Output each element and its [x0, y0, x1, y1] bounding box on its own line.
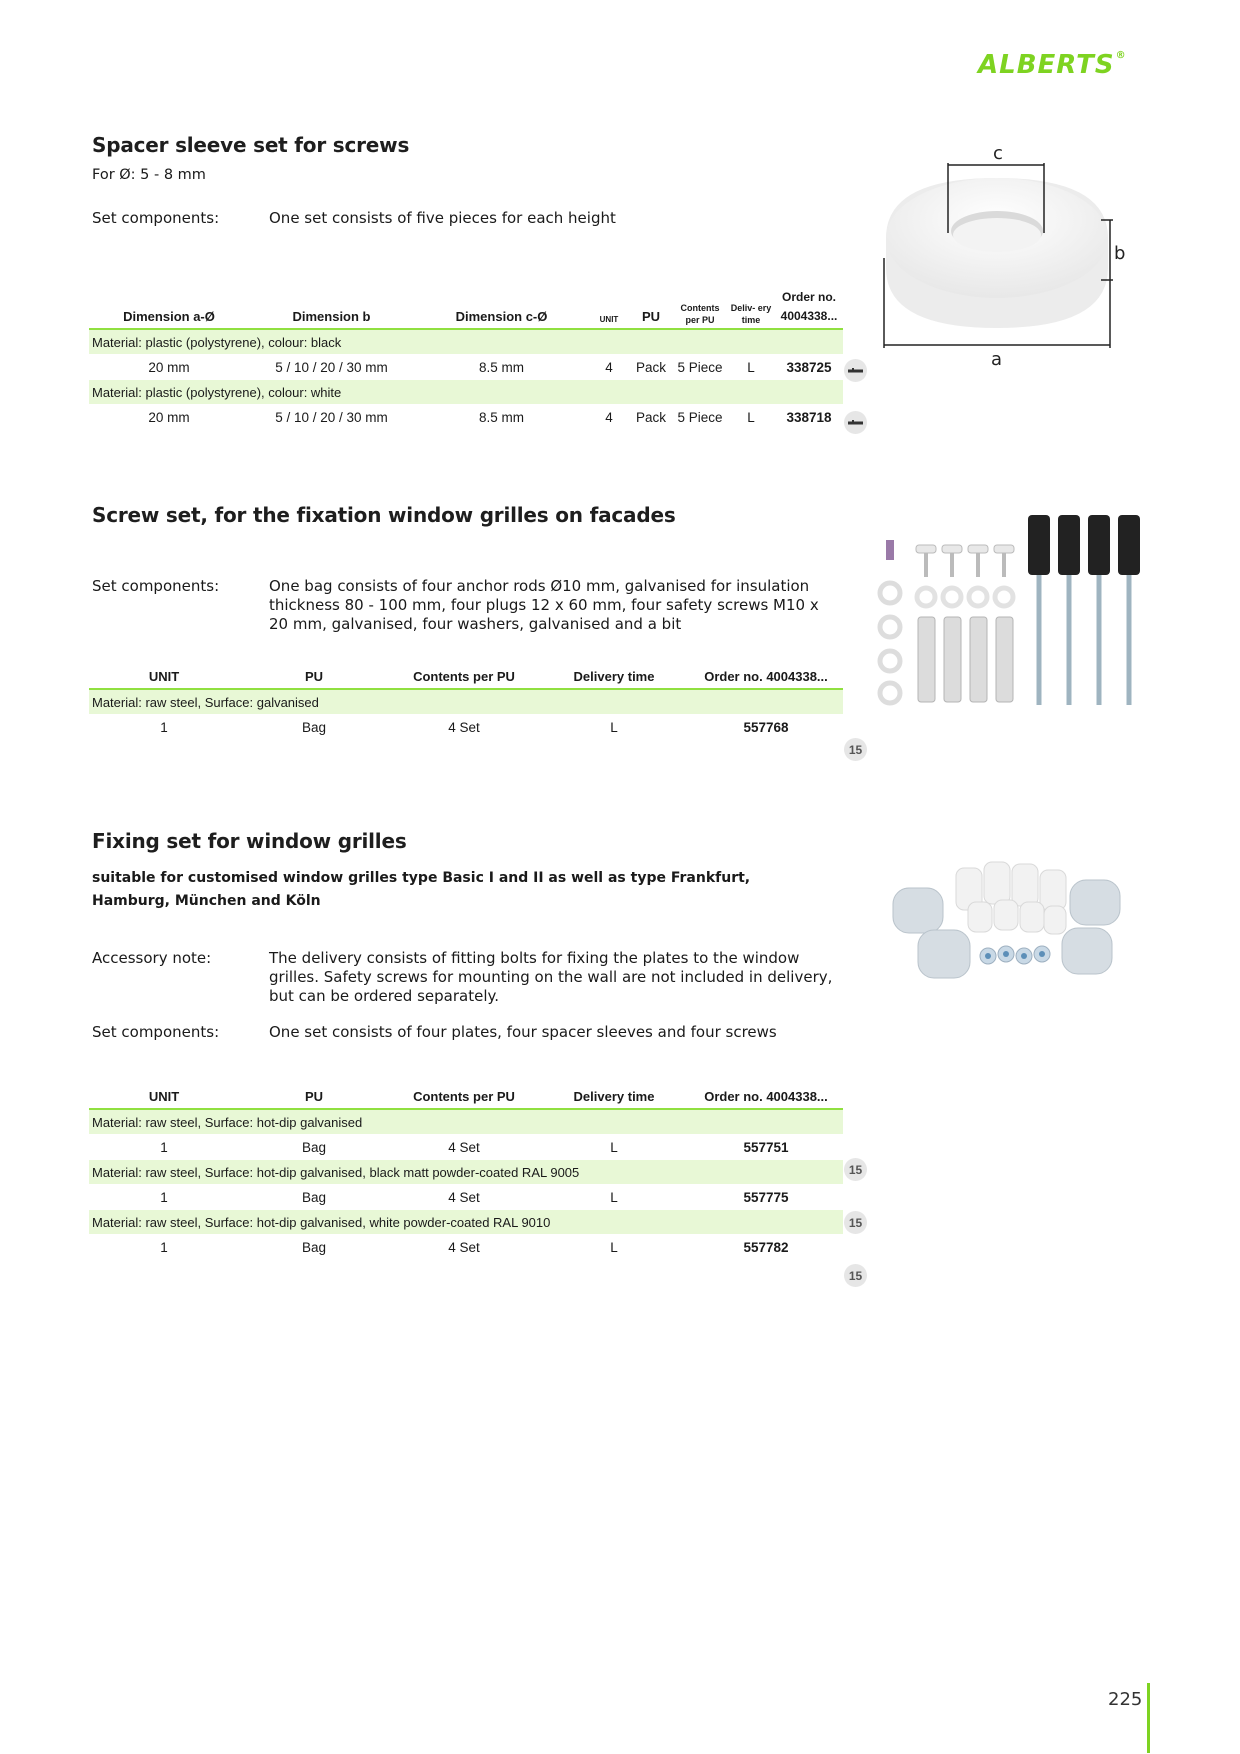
label-a: a [991, 349, 1003, 370]
material-row [89, 1109, 843, 1134]
marker-15: 15 [844, 1158, 867, 1181]
cell-dim-c: 8.5 mm [478, 359, 524, 375]
brand-mark: ® [1115, 50, 1127, 61]
cell-order-no: 557775 [743, 1189, 789, 1205]
cell-unit: 1 [160, 1189, 168, 1205]
material-text: Material: plastic (polystyrene), colour: white [89, 380, 843, 404]
spacer-table [89, 288, 843, 430]
cell-contents: 5 Piece [677, 359, 723, 375]
fixing-set-image [890, 858, 1126, 998]
fixing-set-table [89, 1087, 843, 1260]
cell-dim-a: 20 mm [148, 409, 190, 425]
cell-delivery: L [610, 1189, 618, 1205]
material-text: Material: raw steel, Surface: hot-dip galvanised, black matt powder-coated RAL 9005 [89, 1160, 843, 1184]
brand-logo [978, 50, 1127, 80]
header-delivery: Delivery time [539, 667, 689, 689]
cell-pu: Bag [301, 1189, 327, 1205]
cell-pu: Pack [635, 359, 666, 375]
section-note: suitable for customised window grilles type Basic I and II as well as type Frankfurt, Hamburg, München and Köln [92, 870, 751, 909]
cell-unit: 4 [605, 409, 613, 425]
section-spacer-sleeve [92, 133, 852, 228]
label-c: c [993, 143, 1003, 164]
section-title: Fixing set for window grilles [92, 829, 407, 853]
field-label: Set components: [92, 1023, 220, 1041]
header-delivery: Deliv- ery time [727, 288, 775, 329]
header-unit: UNIT [589, 288, 629, 329]
header-delivery: Delivery time [539, 1087, 689, 1109]
cell-delivery: L [747, 409, 755, 425]
cell-contents: 4 Set [448, 1239, 480, 1255]
section-title: Screw set, for the fixation window grilles on facades [92, 503, 676, 527]
cell-contents: 4 Set [448, 1139, 480, 1155]
table-header-row [89, 1087, 843, 1109]
material-text: Material: plastic (polystyrene), colour: black [89, 329, 843, 354]
brand-name: ALBERTS [978, 50, 1115, 80]
page-number: 225 [1108, 1689, 1143, 1710]
material-row [89, 1210, 843, 1234]
section-fixing-set [92, 829, 852, 1042]
material-row [89, 1160, 843, 1184]
cell-delivery: L [747, 359, 755, 375]
header-contents: Contents per PU [673, 288, 727, 329]
header-order-no: Order no. 4004338... [775, 288, 843, 329]
field-label: Set components: [92, 209, 220, 227]
label-b: b [1114, 243, 1126, 264]
section-title: Spacer sleeve set for screws [92, 133, 410, 157]
cell-dim-b: 5 / 10 / 20 / 30 mm [275, 409, 388, 425]
cell-delivery: L [610, 1239, 618, 1255]
material-text: Material: raw steel, Surface: galvanised [89, 689, 843, 714]
dash-icon [844, 411, 867, 434]
header-dimension-a: Dimension a-Ø [89, 288, 249, 329]
cell-dim-c: 8.5 mm [478, 409, 524, 425]
cell-dim-b: 5 / 10 / 20 / 30 mm [275, 359, 388, 375]
material-text: Material: raw steel, Surface: hot-dip galvanised [89, 1109, 843, 1134]
section-subtitle: For Ø: 5 - 8 mm [92, 167, 206, 183]
cell-order-no: 338718 [786, 409, 832, 425]
header-contents: Contents per PU [389, 1087, 539, 1109]
screw-set-image [876, 505, 1146, 715]
header-dimension-b: Dimension b [249, 288, 414, 329]
field-set-components [92, 577, 852, 634]
cell-pu: Bag [301, 1139, 327, 1155]
field-set-components [92, 209, 852, 228]
header-pu: PU [239, 667, 389, 689]
field-value: One set consists of five pieces for each height [269, 209, 616, 227]
field-value: The delivery consists of fitting bolts for fixing the plates to the window grilles. Safety screws for mounting on the wall are not included in delivery, but can be ordered separately. [269, 949, 833, 1005]
field-value: One set consists of four plates, four spacer sleeves and four screws [269, 1023, 777, 1041]
table-row [89, 714, 843, 740]
header-order-no: Order no. 4004338... [689, 667, 843, 689]
marker-15: 15 [844, 1211, 867, 1234]
material-row [89, 689, 843, 714]
cell-order-no: 338725 [786, 359, 832, 375]
table-row [89, 1234, 843, 1260]
cell-pu: Pack [635, 409, 666, 425]
field-label: Accessory note: [92, 949, 212, 967]
cell-pu: Bag [301, 719, 327, 735]
cell-dim-a: 20 mm [148, 359, 190, 375]
field-accessory-note [92, 949, 852, 1006]
cell-order-no: 557751 [743, 1139, 789, 1155]
dash-icon [844, 359, 867, 382]
cell-unit: 1 [160, 1239, 168, 1255]
cell-pu: Bag [301, 1239, 327, 1255]
cell-unit: 1 [160, 719, 168, 735]
spacer-sleeve-image [876, 143, 1138, 373]
material-text: Material: raw steel, Surface: hot-dip galvanised, white powder-coated RAL 9010 [89, 1210, 843, 1234]
header-unit: UNIT [89, 667, 239, 689]
material-row [89, 380, 843, 404]
header-pu: PU [629, 288, 673, 329]
table-row [89, 404, 843, 430]
cell-delivery: L [610, 1139, 618, 1155]
cell-contents: 5 Piece [677, 409, 723, 425]
marker-15: 15 [844, 738, 867, 761]
field-set-components [92, 1023, 852, 1042]
header-dimension-c: Dimension c-Ø [414, 288, 589, 329]
marker-15: 15 [844, 1264, 867, 1287]
cell-unit: 1 [160, 1139, 168, 1155]
table-row [89, 1184, 843, 1210]
table-header-row [89, 288, 843, 329]
screw-set-table [89, 667, 843, 740]
header-order-no: Order no. 4004338... [689, 1087, 843, 1109]
cell-contents: 4 Set [448, 1189, 480, 1205]
page-accent-bar [1147, 1683, 1150, 1753]
header-contents: Contents per PU [389, 667, 539, 689]
field-value: One bag consists of four anchor rods Ø10 mm, galvanised for insulation thickness 80 - 100 mm, four plugs 12 x 60 mm, four safety screws M10 x 20 mm, galvanised, four washers, galvanised and a bit [269, 577, 819, 633]
cell-delivery: L [610, 719, 618, 735]
cell-contents: 4 Set [448, 719, 480, 735]
material-row [89, 329, 843, 354]
cell-unit: 4 [605, 359, 613, 375]
field-label: Set components: [92, 577, 220, 595]
cell-order-no: 557782 [743, 1239, 789, 1255]
table-row [89, 1134, 843, 1160]
cell-order-no: 557768 [743, 719, 789, 735]
table-header-row [89, 667, 843, 689]
section-screw-set [92, 503, 852, 634]
header-pu: PU [239, 1087, 389, 1109]
header-unit: UNIT [89, 1087, 239, 1109]
table-row [89, 354, 843, 380]
